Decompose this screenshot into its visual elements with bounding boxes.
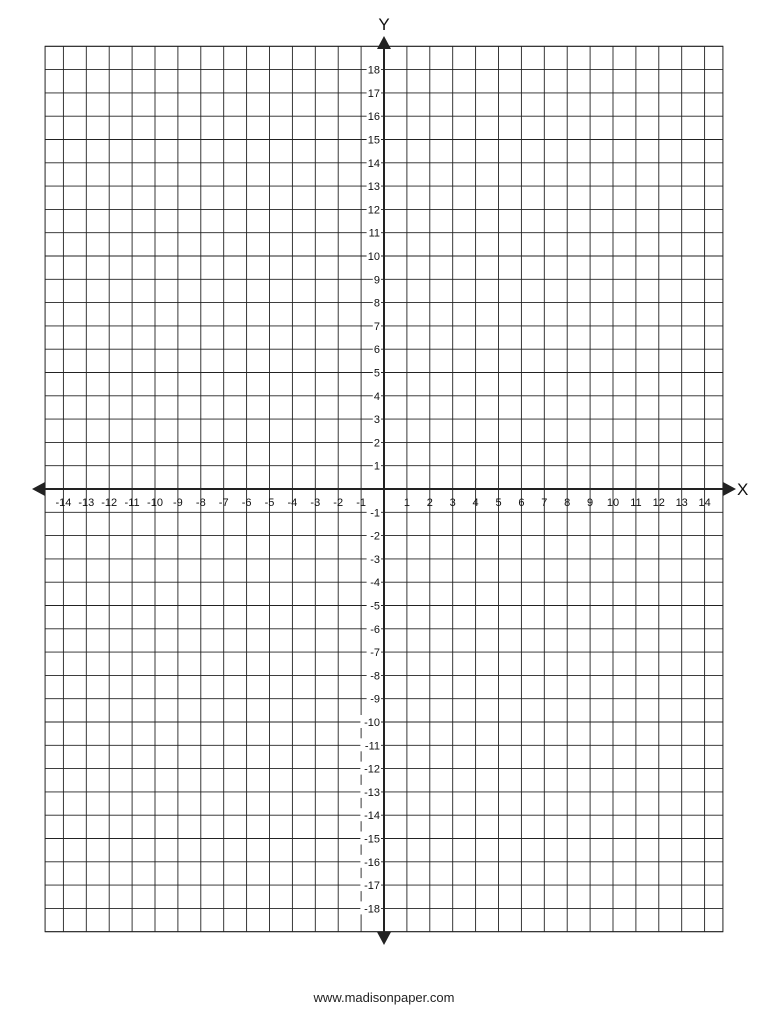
y-tick-label: 15 <box>367 134 380 147</box>
x-tick-label: 9 <box>587 497 594 509</box>
y-tick-label: -12 <box>364 763 380 776</box>
x-tick-label: -9 <box>173 497 183 509</box>
y-tick-label: 3 <box>373 414 380 427</box>
y-tick-label: 17 <box>367 87 380 100</box>
x-tick-label: 10 <box>606 497 620 509</box>
y-tick-label: -4 <box>370 577 380 590</box>
y-tick-label: 12 <box>367 204 380 217</box>
x-axis-title: X <box>737 480 749 499</box>
y-tick-label: 9 <box>373 274 380 287</box>
y-tick-label: -11 <box>364 740 380 753</box>
x-tick-label: -6 <box>241 497 252 509</box>
y-tick-label: -8 <box>370 670 380 683</box>
x-tick-label: 2 <box>426 497 433 509</box>
x-tick-label: -12 <box>101 497 118 509</box>
x-tick-label: 8 <box>564 497 571 509</box>
x-tick-label: 11 <box>630 497 642 509</box>
y-tick-label: -1 <box>370 507 380 520</box>
y-tick-label: 13 <box>367 181 380 194</box>
x-tick-label: -1 <box>356 497 366 509</box>
y-tick-label: -3 <box>370 553 380 566</box>
x-tick-label: -10 <box>147 497 163 509</box>
x-tick-label: -5 <box>264 497 275 509</box>
x-tick-label: -8 <box>195 497 206 509</box>
x-tick-label: 3 <box>449 497 456 509</box>
y-tick-label: 11 <box>368 227 380 240</box>
x-tick-label: -2 <box>333 497 344 509</box>
y-tick-label: -15 <box>364 833 380 846</box>
y-tick-label: 6 <box>373 344 380 357</box>
y-tick-label: 18 <box>367 64 380 77</box>
x-axis-arrow-right <box>723 482 736 496</box>
x-tick-label: 5 <box>495 497 502 509</box>
y-tick-label: -14 <box>364 810 380 823</box>
footer-url: www.madisonpaper.com <box>313 990 455 1005</box>
x-tick-label: 7 <box>541 497 548 509</box>
y-tick-label: 16 <box>367 111 380 124</box>
y-tick-label: -18 <box>364 903 380 916</box>
x-axis-arrow-left <box>32 482 45 496</box>
y-tick-label: -17 <box>364 880 380 893</box>
x-tick-label: 12 <box>652 497 665 509</box>
y-tick-label: 4 <box>373 390 380 403</box>
x-tick-label: -14 <box>55 497 72 509</box>
y-tick-label: -13 <box>364 786 380 799</box>
y-tick-label: -2 <box>370 530 380 543</box>
x-tick-label: -11 <box>124 497 140 509</box>
y-tick-label: 2 <box>373 437 380 450</box>
y-tick-label: 7 <box>373 320 380 333</box>
y-tick-label: -7 <box>370 647 380 660</box>
x-tick-label: -3 <box>310 497 321 509</box>
x-tick-label: 13 <box>675 497 688 509</box>
x-tick-label: 14 <box>698 497 711 509</box>
y-tick-label: 8 <box>373 297 380 310</box>
y-axis-arrow-up <box>377 36 391 49</box>
x-tick-label: 1 <box>403 497 410 509</box>
y-tick-label: -16 <box>364 856 380 869</box>
x-tick-label: -4 <box>287 497 298 509</box>
y-tick-label: -5 <box>370 600 380 613</box>
y-tick-label: 10 <box>367 251 380 263</box>
y-tick-label: 5 <box>373 367 380 380</box>
x-tick-label: 4 <box>472 497 479 509</box>
y-axis-arrow-down <box>377 932 391 945</box>
x-tick-label: -7 <box>218 497 229 509</box>
y-tick-label: 14 <box>367 157 380 170</box>
x-tick-label: 6 <box>518 497 525 509</box>
y-tick-label: 1 <box>373 460 380 473</box>
y-axis-title: Y <box>378 15 390 34</box>
y-tick-label: -6 <box>370 623 380 636</box>
y-tick-label: -9 <box>370 693 380 706</box>
axes <box>32 36 736 945</box>
x-tick-label: -13 <box>78 497 95 509</box>
y-tick-label: -10 <box>364 717 380 729</box>
